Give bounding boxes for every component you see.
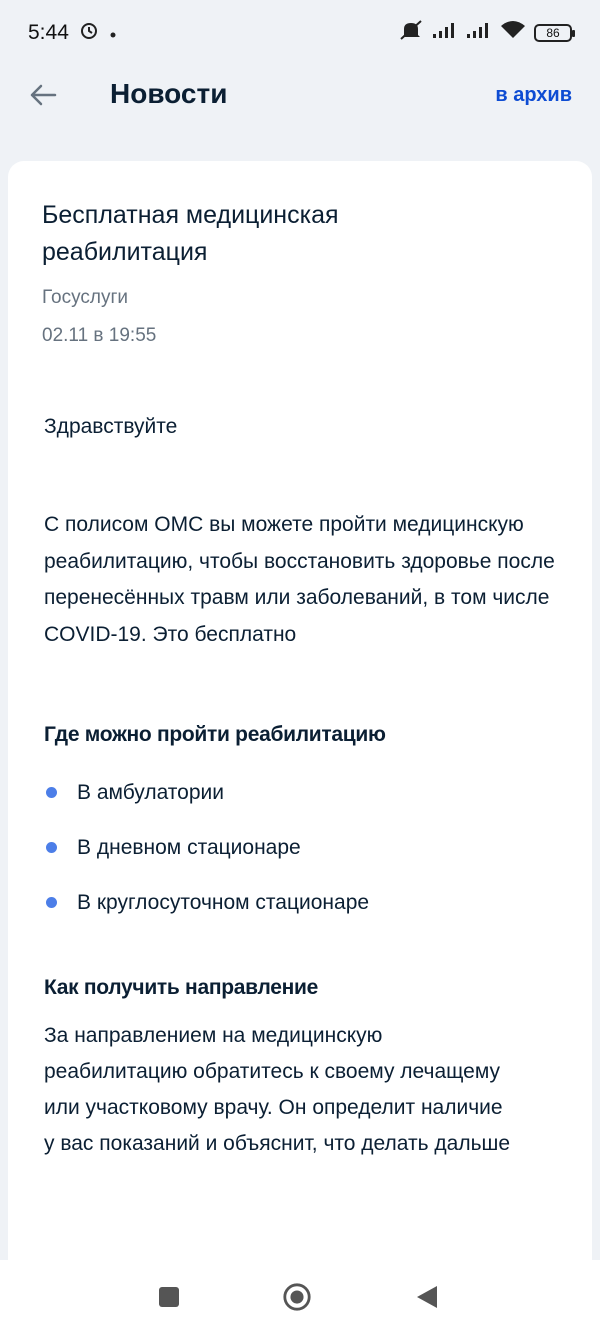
list-item (44, 875, 556, 930)
news-card (8, 161, 592, 1271)
wifi-icon (500, 20, 526, 46)
arrow-left-icon (29, 83, 57, 107)
system-nav-bar (0, 1260, 600, 1332)
back-nav-button[interactable] (412, 1282, 442, 1312)
referral-text: За направлением на медицинскую реабилитацию обратитесь к своему лечащему или участковому врачу. Он определит наличие у вас показаний и объяснит, что делать дальше (44, 1024, 511, 1155)
news-title: Бесплатная медицинская реабилитация (42, 201, 339, 266)
location-list (44, 765, 556, 930)
bullet-icon (46, 842, 57, 853)
list-item (44, 820, 556, 875)
section-heading-where: Где можно пройти реабилитацию (44, 723, 386, 746)
section-heading-referral: Как получить направление (44, 976, 318, 999)
archive-link[interactable]: в архив (495, 84, 572, 106)
app-header (0, 66, 600, 128)
news-date: 02.11 в 19:55 (42, 325, 157, 346)
intro-text: С полисом ОМС вы можете пройти медицинскую реабилитацию, чтобы восстановить здоровье после перенесённых травм или заболеваний, в том числе COVID-19. Это бесплатно (44, 513, 555, 646)
back-button[interactable] (28, 80, 58, 110)
circle-icon (282, 1281, 312, 1313)
bullet-icon (46, 787, 57, 798)
page-title: Новости (110, 78, 228, 109)
status-bar (0, 0, 600, 66)
notification-dot-icon (109, 22, 117, 45)
signal-icon-2 (466, 21, 492, 45)
signal-icon-1 (432, 21, 458, 45)
list-item (44, 765, 556, 820)
mute-icon (398, 19, 424, 47)
home-button[interactable] (282, 1282, 312, 1312)
battery-level: 86 (546, 26, 560, 40)
square-icon (157, 1285, 181, 1309)
list-item-label: В круглосуточном стационаре (77, 890, 370, 914)
list-item-label: В амбулатории (77, 780, 224, 804)
battery-icon (534, 24, 572, 42)
alarm-icon (79, 20, 99, 46)
list-item-label: В дневном стационаре (77, 835, 301, 859)
greeting-text: Здравствуйте (44, 415, 178, 438)
status-time: 5:44 (28, 21, 69, 44)
recents-button[interactable] (154, 1282, 184, 1312)
bullet-icon (46, 897, 57, 908)
news-source: Госуслуги (42, 287, 129, 308)
triangle-back-icon (415, 1284, 439, 1310)
